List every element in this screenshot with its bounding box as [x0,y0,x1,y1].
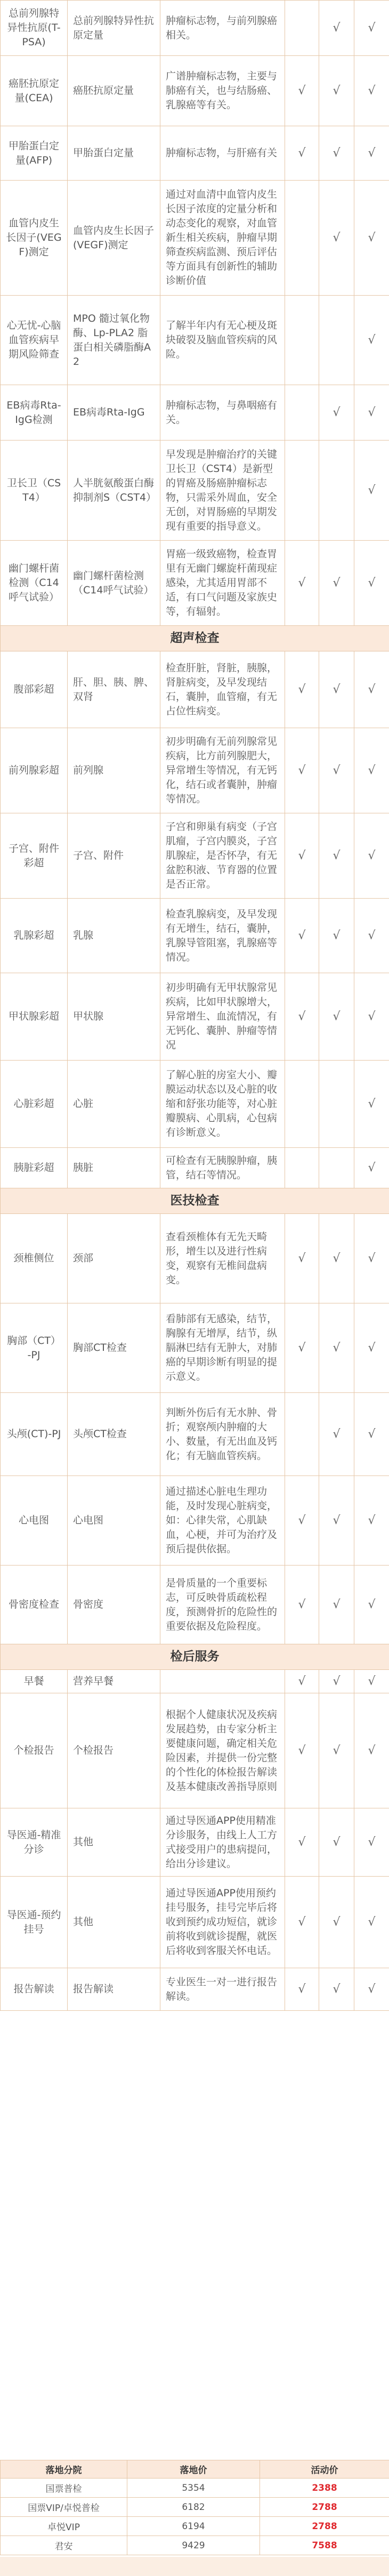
item-name: EB病毒Rta-IgG检测 [1,385,68,441]
package-check: √ [319,1566,354,1644]
item-name: 导医通-预约挂号 [1,1877,68,1968]
table-row [1,1,389,56]
item-name: 血管内皮生长因子(VEGF)测定 [1,181,68,296]
package-check: √ [285,1693,319,1808]
package-check [285,296,319,385]
package-check [319,296,354,385]
item-method: 幽门螺杆菌检测（C14呼气试验） [68,541,160,626]
table-row [1,1061,389,1148]
table-row [1,126,389,181]
package-check: √ [285,1808,319,1877]
table-row [1,1148,389,1188]
item-method: 甲状腺 [68,973,160,1061]
package-check: √ [319,126,354,181]
price-row [1,2517,389,2536]
item-name: 总前列腺特异性抗原(T-PSA) [1,1,68,56]
section-title: 超声检查 [1,626,389,651]
table-row [1,651,389,728]
package-check [319,1061,354,1148]
table-row [1,56,389,126]
package-check: √ [319,813,354,899]
item-method: 骨密度 [68,1566,160,1644]
item-method: 心电图 [68,1476,160,1566]
promo-value: 7588 [260,2536,389,2555]
item-name: 腹部彩超 [1,651,68,728]
price-row [1,2479,389,2498]
package-check: √ [354,181,389,296]
package-check: √ [354,1,389,56]
table-row [1,973,389,1061]
package-check: √ [319,541,354,626]
package-check: √ [319,1476,354,1566]
table-row [1,181,389,296]
price-value: 5354 [127,2479,260,2498]
price-branch: 君安 [1,2536,127,2555]
item-description: 了解半年内有无心梗及斑块破裂及脑血管疾病的风险。 [160,296,285,385]
item-name: 骨密度检查 [1,1566,68,1644]
package-check: √ [285,1566,319,1644]
item-name: 癌胚抗原定量(CEA) [1,56,68,126]
item-method: 子宫、附件 [68,813,160,899]
item-method: 甲胎蛋白定量 [68,126,160,181]
table-row [1,728,389,813]
package-check: √ [319,1877,354,1968]
price-header-row [1,2460,389,2479]
package-check: √ [285,651,319,728]
item-description: 通过导医通APP使用精准分诊服务，由线上人工方式接受用户的患病提问，给出分诊建议。 [160,1808,285,1877]
package-check: √ [319,1968,354,2011]
table-row [1,1476,389,1566]
package-check: √ [319,56,354,126]
package-check: √ [354,1693,389,1808]
item-description: 判断外伤后有无水肿、骨折；观察颅内肿瘤的大小、数量，有无出血及钙化；有无脑血管疾病。 [160,1393,285,1476]
item-method: 胸部CT检查 [68,1303,160,1393]
item-name: 报告解读 [1,1968,68,2011]
package-check: √ [319,1393,354,1476]
price-table [0,2460,389,2555]
item-description: 早发现是肿瘤治疗的关键卫长卫（CST4）是新型的胃癌及肠癌肿瘤标志物，只需采外周血，安全无创，对胃肠癌的早期发现有重要的指导意义。 [160,441,285,541]
item-method: EB病毒Rta-IgG [68,385,160,441]
package-check: √ [354,1566,389,1644]
section-title: 医技检查 [1,1188,389,1214]
table-row [1,1693,389,1808]
price-row [1,2536,389,2555]
package-check [285,181,319,296]
item-description: 初步明确有无甲状腺常见疾病，比如甲状腺增大，异常增生、血流情况，有无钙化、囊肿、肿瘤等情况 [160,973,285,1061]
table-row [1,1670,389,1693]
package-check: √ [285,1968,319,2011]
price-branch: 国票普检 [1,2479,127,2498]
item-description: 初步明确有无前列腺常见疾病，比方前列腺肥大，异常增生等情况，有无钙化，结石或者囊肿，肿瘤等情况。 [160,728,285,813]
price-value: 9429 [127,2536,260,2555]
section-title: 检后服务 [1,1644,389,1670]
package-check: √ [319,1670,354,1693]
table-row [1,1303,389,1393]
item-name: 甲胎蛋白定量(AFP) [1,126,68,181]
package-check: √ [354,1670,389,1693]
package-check: √ [354,541,389,626]
package-check: √ [285,541,319,626]
price-row [1,2498,389,2517]
package-check: √ [354,56,389,126]
table-row [1,1393,389,1476]
item-name: 心无忧-心脑血管疾病早期风险筛查 [1,296,68,385]
package-check: √ [285,973,319,1061]
item-description: 肿瘤标志物，与前列腺癌相关。 [160,1,285,56]
item-description: 看肺部有无感染，结节，胸腺有无增厚，结节，纵膈淋巴结有无肿大，对肺癌的早期诊断有明显的提示意义。 [160,1303,285,1393]
item-description: 通过导医通APP使用预约挂号服务，挂号完毕后将收到预约成功短信，就诊前将收到就诊提醒，就医后将收到客服关怀电话。 [160,1877,285,1968]
item-method: 人半胱氨酸蛋白酶抑制剂S（CST4） [68,441,160,541]
item-method: 乳腺 [68,899,160,973]
item-description: 检查肝脏，肾脏，胰腺，肾脏病变，及早发现结石，囊肿，血管瘤，有无占位性病变。 [160,651,285,728]
package-check: √ [285,126,319,181]
price-header-promo: 活动价 [260,2460,389,2479]
item-name: 乳腺彩超 [1,899,68,973]
item-name: 颈椎侧位 [1,1214,68,1303]
item-method: 心脏 [68,1061,160,1148]
package-check: √ [354,1808,389,1877]
table-row [1,296,389,385]
package-check: √ [319,1214,354,1303]
section-header-row [1,1188,389,1214]
item-name: 胸部（CT）-PJ [1,1303,68,1393]
package-check [285,1393,319,1476]
package-check: √ [354,813,389,899]
item-name: 子宫、附件彩超 [1,813,68,899]
package-check: √ [354,126,389,181]
package-check [285,1,319,56]
package-check: √ [354,1214,389,1303]
package-check: √ [319,1303,354,1393]
package-check [319,1148,354,1188]
package-check: √ [319,899,354,973]
table-row [1,1214,389,1303]
item-method: 颈部 [68,1214,160,1303]
package-check [285,385,319,441]
item-description: 子宫和卵巢有病变（子宫肌瘤，子宫内膜炎，子宫肌腺症，是否怀孕，有无盆腔积液、节育器的位置是否正常。 [160,813,285,899]
package-check: √ [354,1393,389,1476]
package-check: √ [319,1,354,56]
package-check [319,441,354,541]
item-description: 是骨质量的一个重要标志，可反映骨质疏松程度，预测骨折的危险性的重要依据及危险程度。 [160,1566,285,1644]
package-check: √ [285,1303,319,1393]
item-method: 报告解读 [68,1968,160,2011]
package-check [285,1061,319,1148]
item-name: 幽门螺杆菌检测（C14呼气试验） [1,541,68,626]
package-check: √ [285,1214,319,1303]
section-header-row [1,1644,389,1670]
item-description: 广谱肿瘤标志物，主要与肺癌有关，也与结肠癌、乳腺癌等有关。 [160,56,285,126]
package-check: √ [354,1061,389,1148]
package-check: √ [319,973,354,1061]
promo-value: 2788 [260,2517,389,2536]
price-branch: 国票VIP/卓悦普检 [1,2498,127,2517]
package-check: √ [285,813,319,899]
item-method: 头颅CT检查 [68,1393,160,1476]
package-check: √ [354,1476,389,1566]
price-branch: 卓悦VIP [1,2517,127,2536]
package-check: √ [285,1877,319,1968]
package-check: √ [354,296,389,385]
item-description [160,1670,285,1693]
table-row [1,1877,389,1968]
item-method: 总前列腺特异性抗原定量 [68,1,160,56]
table-row [1,441,389,541]
table-row [1,541,389,626]
item-method: 其他 [68,1877,160,1968]
item-method: 营养早餐 [68,1670,160,1693]
package-check: √ [319,728,354,813]
table-row [1,385,389,441]
item-method: 个检报告 [68,1693,160,1808]
item-description: 查看颈椎体有无先天畸形，增生以及进行性病变，观察有无椎间盘病变。 [160,1214,285,1303]
item-method: 肝、胆、胰、脾、双肾 [68,651,160,728]
package-check: √ [354,385,389,441]
promo-value: 2388 [260,2479,389,2498]
item-name: 心电图 [1,1476,68,1566]
package-check: √ [285,56,319,126]
item-name: 导医通-精准分诊 [1,1808,68,1877]
item-description: 专业医生一对一进行报告解读。 [160,1968,285,2011]
package-check: √ [319,385,354,441]
package-check: √ [285,1670,319,1693]
price-value: 6194 [127,2517,260,2536]
package-check: √ [319,1808,354,1877]
package-check: √ [354,728,389,813]
item-description: 可检查有无胰腺肿瘤，胰管，结石等情况。 [160,1148,285,1188]
item-name: 胰脏彩超 [1,1148,68,1188]
item-description: 通过对血清中血管内皮生长因子浓度的定量分析和动态变化的观察，对血管新生相关疾病，肿瘤早期筛查疾病监测、预后评估等方面具有创新性的辅助诊断价值 [160,181,285,296]
item-name: 头颅(CT)-PJ [1,1393,68,1476]
item-method: 前列腺 [68,728,160,813]
item-description: 通过描述心脏电生理功能，及时发现心脏病变，如：心律失常，心肌缺血，心梗，并可为治疗及预后提供依据。 [160,1476,285,1566]
item-method: 胰脏 [68,1148,160,1188]
table-row [1,1808,389,1877]
package-check: √ [319,181,354,296]
item-description: 肿瘤标志物，与肝癌有关 [160,126,285,181]
item-description: 肿瘤标志物，与鼻咽癌有关。 [160,385,285,441]
item-description: 胃癌一级致癌物，检查胃里有无幽门螺旋杆菌现症感染，尤其适用胃部不适，有口气问题及家族史等，有辐射。 [160,541,285,626]
item-method: 其他 [68,1808,160,1877]
item-description: 检查乳腺病变，及早发现有无增生，结石，囊肿，乳腺导管阻塞，乳腺癌等情况。 [160,899,285,973]
price-value: 6182 [127,2498,260,2517]
table-row [1,1968,389,2011]
package-check [285,441,319,541]
item-name: 心脏彩超 [1,1061,68,1148]
package-check: √ [354,973,389,1061]
promo-value: 2788 [260,2498,389,2517]
package-check: √ [319,651,354,728]
package-check: √ [354,1968,389,2011]
package-check [285,1148,319,1188]
item-method: 血管内皮生长因子(VEGF)测定 [68,181,160,296]
package-check: √ [354,899,389,973]
package-check: √ [354,1877,389,1968]
package-check: √ [285,899,319,973]
package-check: √ [354,1148,389,1188]
item-description: 了解心脏的房室大小、瓣膜运动状态以及心脏的收缩和舒张功能等，对心脏瓣膜病、心肌病，心包病有诊断意义。 [160,1061,285,1148]
item-name: 卫长卫（CST4） [1,441,68,541]
package-check: √ [354,441,389,541]
section-header-row [1,626,389,651]
table-row [1,1566,389,1644]
item-name: 个检报告 [1,1693,68,1808]
item-name: 前列腺彩超 [1,728,68,813]
item-name: 甲状腺彩超 [1,973,68,1061]
table-row [1,813,389,899]
footer-band [0,2557,389,2576]
item-description: 根据个人健康状况及疾病发展趋势，由专家分析主要健康问题，确定相关危险因素，并提供一份完整的个性化的体检报告解读及基本健康改善指导原则 [160,1693,285,1808]
item-name: 早餐 [1,1670,68,1693]
package-check: √ [285,1476,319,1566]
item-method: 癌胚抗原定量 [68,56,160,126]
price-header-branch: 落地分院 [1,2460,127,2479]
item-method: MPO 髓过氧化物酶、Lp-PLA2 脂蛋白相关磷脂酶A2 [68,296,160,385]
table-row [1,899,389,973]
package-check: √ [285,728,319,813]
package-check: √ [354,651,389,728]
package-check: √ [354,1303,389,1393]
package-check: √ [319,1693,354,1808]
price-header-price: 落地价 [127,2460,260,2479]
